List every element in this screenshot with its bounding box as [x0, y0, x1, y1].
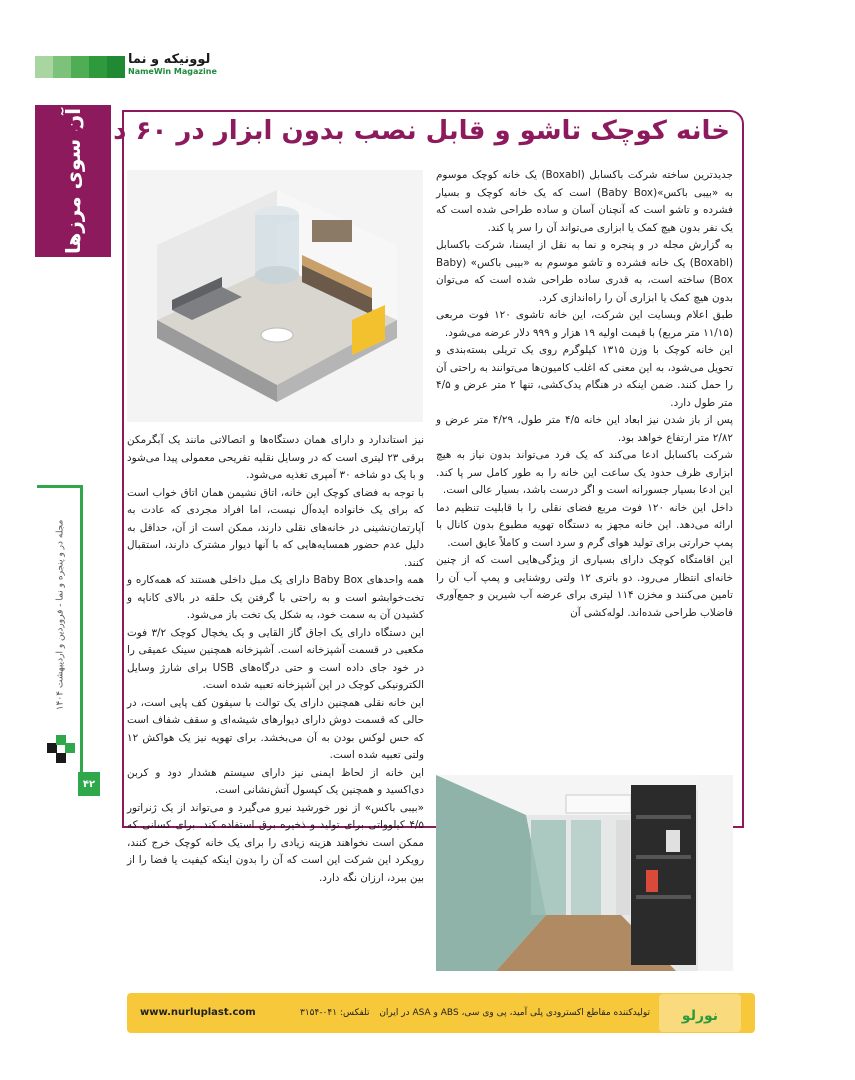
logo-english: NameWin Magazine — [128, 67, 217, 76]
paragraph: جدیدترین ساخته شرکت باکسابل (Boxabl) یک خانه کوچک موسوم به «بیبی باکس»(Baby Box) است که یک خانه کوچک و بسیار فشرده و تاشو است که آنچنان آسان و ساده طراحی شده است که یک نفر بدون هیچ کمک یا ابزاری می‌تواند آن را سر پا کند. — [436, 169, 733, 234]
paragraph: نیز استاندارد و دارای همان دستگاه‌ها و اتصالاتی مانند یک آبگرمکن برقی ۲۳ لیتری است که در وسایل نقلیه تفریحی معمولی پیدا می‌شود و با یک دو شاخه ۳۰ آمپری تغذیه می‌شود. — [127, 434, 425, 481]
logo-persian: لوونیکه و نما — [128, 52, 211, 67]
paragraph: شرکت باکسابل ادعا می‌کند که یک فرد می‌تواند بدون نیاز به هیچ ابزاری ظرف حدود یک ساعت این خانه را به طور کامل سر پا کند. این ادعا بسیار جسورانه است و اگر درست باشد، بسیار عالی است. — [436, 449, 733, 496]
paragraph: این خانه نقلی همچنین دارای یک توالت با سیفون کف پایی است، در حالی که قسمت دوش دارای دیوارهای شیشه‌ای و سقف شفاف است که حس لوکس بودن به آن می‌بخشد. برای تهویه نیز یک هواکش ۱۲ ولتی تعبیه شده است. — [127, 696, 424, 761]
paragraph: پس از باز شدن نیز ابعاد این خانه ۴/۵ متر طول، ۴/۲۹ متر عرض و ۲/۸۲ متر ارتفاع خواهد بود. — [436, 414, 734, 444]
issue-info: مجله در و پنجره و نما - فروردین و اردیبهشت ۱۴۰۴ — [55, 519, 66, 711]
page-number: ۴۲ — [78, 772, 100, 796]
paragraph: این خانه کوچک با وزن ۱۳۱۵ کیلوگرم روی یک تریلی بسته‌بندی و تحویل می‌شود، به این معنی که اغلب کامیون‌ها می‌توانند به راحتی آن را حمل کنند. ضمن اینکه در هنگام یدک‌کشی، تنها ۲ متر عرض و ۴/۵ متر طول دارد. — [436, 344, 733, 409]
color-swatch — [107, 56, 125, 78]
paragraph: «بیبی باکس» از نور خورشید نیرو می‌گیرد و می‌تواند از یک ژنراتور ۴/۵ کیلوواتی برای تولید و ذخیره برق استفاده کند. برای کسانی که ممکن است نخواهند هزینه زیادی را برای یک خانه کوچک خرج کنند، رویکرد این شرکت این است که آن را بدون اینکه کیفیت یا فضا را از بین ببرد، ارزان نگه دارد. — [127, 801, 424, 884]
paragraph: با توجه به فضای کوچک این خانه، اتاق نشیمن همان اتاق خواب است که برای یک خانواده ایده‌آل نیست، اما افراد مجردی که عادت به آپارتمان‌نشینی در خانه‌های نقلی دارند، ممکن است از آن، حداقل به دلیل عدم حضور همسایه‌هایی که با آنها دیوار مشترک دارند، استقبال کنند. — [127, 486, 424, 569]
article-right-column — [436, 167, 733, 767]
svg-text:نورلو: نورلو — [681, 1008, 719, 1024]
paragraph: این دستگاه دارای یک اجاق گاز القایی و یک یخچال کوچک ۳/۲ فوت مکعبی در قسمت آشپزخانه است. آشپزخانه همچنین سینک عمیقی را در خود جای داده است و حتی درگاه‌های USB برای شارژ وسایل الکترونیکی کوچک در این آشپزخانه تعبیه شده است. — [127, 626, 424, 691]
color-swatch — [53, 56, 71, 78]
divider-line — [37, 485, 82, 488]
issue-info-wrap — [40, 500, 80, 730]
paragraph: به گزارش مجله در و پنجره و نما به نقل از ایسنا، شرکت باکسابل (Boxabl) یک خانه فشرده و تاشو موسوم به «بیبی باکس» (Baby Box) ساخته است، به قدری ساده طراحی شده است که می‌توان بدون هیچ کمک یا ابزاری آن را راه‌اندازی کرد. — [436, 239, 733, 304]
interior-photo — [436, 775, 733, 971]
footer-description: تولیدکننده مقاطع اکسترودی پلی آمید، پی وی سی، ABS و ASA در ایران — [379, 1008, 650, 1018]
paragraph: داخل این خانه ۱۲۰ فوت مربع فضای نقلی را با قابلیت تنظیم دما ارائه می‌دهد. این خانه مجهز به دستگاه تهویه مطبوع بدون کانال با پمپ حرارتی برای تولید هوای گرم و سرد است و کاملاً عایق است. — [436, 501, 733, 549]
color-swatch — [35, 56, 53, 78]
paragraph: این اقامتگاه کوچک دارای بسیاری از ویژگی‌هایی است که از چنین خانه‌ای انتظار می‌رود. دو باتری ۱۲ ولتی روشنایی و پمپ آب آن را تامین می‌کنند و مخزن ۱۱۴ لیتری برای عرضه آب شیرین و جمع‌آوری فاضلاب طراحی شده‌اند. لوله‌کشی آن — [436, 554, 733, 619]
color-swatch — [89, 56, 107, 78]
magazine-logo — [128, 52, 218, 80]
footer-website[interactable]: www.nurluplast.com — [140, 1007, 256, 1018]
paragraph: طبق اعلام وبسایت این شرکت، این خانه تاشوی ۱۲۰ فوت مربعی (۱۱/۱۵ متر مربع) با قیمت اولیه ۱۹ هزار و ۹۹۹ دلار عرضه می‌شود. — [436, 309, 733, 339]
house-render-image — [127, 170, 423, 422]
paragraph: همه واحدهای Baby Box دارای یک مبل داخلی هستند که همه‌کاره و تخت‌خوابشو است و به راحتی با گرفتن یک حلقه در بالای کاناپه و کشیدن آن به سمت خود، به شکل یک تخت باز می‌شود. — [127, 574, 424, 621]
footer-phone: تلفکس: ۰۴۱-۳۱۵۴ — [300, 1008, 370, 1018]
grid-logo-icon — [47, 735, 75, 763]
article-title: خانه کوچک تاشو و قابل نصب بدون ابزار در ۶۰ دقیقه! — [39, 116, 730, 146]
article-left-column — [127, 432, 425, 884]
header-color-bar — [35, 56, 125, 78]
paragraph: این خانه از لحاظ ایمنی نیز دارای سیستم هشدار دود و کربن دی‌اکسید و همچنین یک کپسول آتش‌نشانی است. — [127, 766, 424, 796]
divider-line — [80, 485, 83, 785]
section-title: آن سوی مرزها — [61, 107, 86, 255]
color-swatch — [71, 56, 89, 78]
brand-logo — [655, 990, 745, 1036]
